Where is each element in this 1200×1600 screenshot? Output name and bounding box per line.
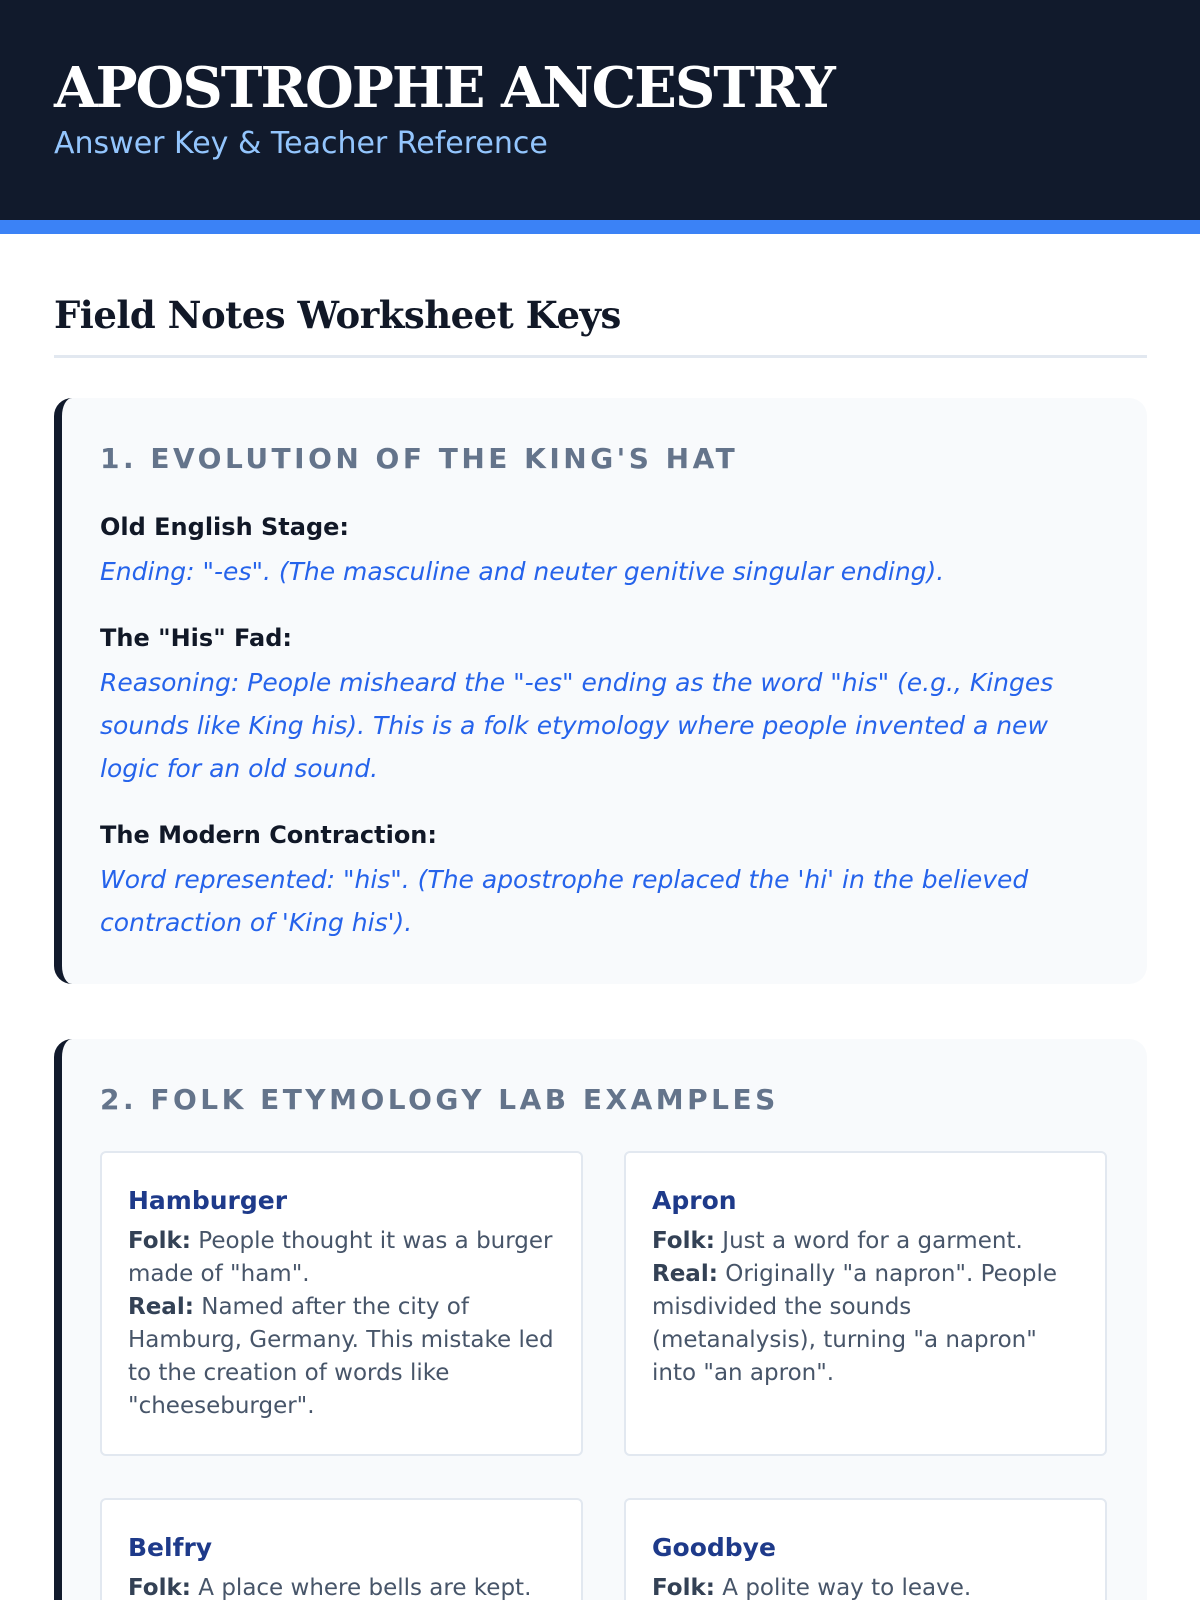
card-heading: 1. EVOLUTION OF THE KING'S HAT — [100, 442, 739, 475]
answer-text: Word represented: "his". (The apostrophe replaced the 'hi' in the believed contraction of 'King his'). — [100, 865, 1029, 937]
example-word: Hamburger — [128, 1186, 288, 1215]
folk-etymology-card — [54, 1039, 1147, 1600]
real-label: Real: — [652, 1261, 718, 1287]
question-label: The Modern Contraction: — [100, 821, 437, 849]
main-content — [0, 234, 1200, 1600]
document-title: APOSTROPHE ANCESTRY — [54, 55, 834, 121]
kings-hat-card — [54, 398, 1147, 984]
folk-text: Just a word for a garment. — [722, 1228, 1023, 1254]
document-subtitle: Answer Key & Teacher Reference — [54, 126, 548, 161]
folk-label: Folk: — [652, 1575, 715, 1600]
qa-item — [100, 619, 1107, 790]
folk-label: Folk: — [128, 1575, 191, 1600]
page-header — [0, 0, 1200, 234]
example-folk — [128, 1225, 555, 1291]
question-label: Old English Stage: — [100, 513, 350, 541]
example-word: Apron — [652, 1186, 737, 1215]
folk-label: Folk: — [652, 1228, 715, 1254]
example-folk — [128, 1572, 555, 1600]
question-label: The "His" Fad: — [100, 624, 293, 652]
lab-example-belfry — [100, 1498, 583, 1600]
real-text: Named after the city of Hamburg, Germany. This mistake led to the creation of words like "cheeseburger". — [128, 1294, 554, 1419]
lab-example-goodbye — [624, 1498, 1107, 1600]
qa-item — [100, 508, 1107, 593]
answer-text: Reasoning: People misheard the "-es" ending as the word "his" (e.g., Kinges sounds like King his). This is a folk etymology where people invented a new logic for an old sound. — [100, 668, 1054, 783]
folk-text: A polite way to leave. — [722, 1575, 972, 1600]
folk-text: People thought it was a burger made of "ham". — [128, 1228, 553, 1287]
lab-example-hamburger — [100, 1151, 583, 1456]
folk-text: A place where bells are kept. — [198, 1575, 532, 1600]
example-word: Belfry — [128, 1533, 213, 1562]
card-heading: 2. FOLK ETYMOLOGY LAB EXAMPLES — [100, 1083, 779, 1116]
section-divider — [54, 355, 1147, 358]
section-title: Field Notes Worksheet Keys — [54, 293, 621, 337]
real-text: Originally "a napron". People misdivided the sounds (metanalysis), turning "a napron" into "an apron". — [652, 1261, 1058, 1386]
folk-label: Folk: — [128, 1228, 191, 1254]
lab-example-apron — [624, 1151, 1107, 1456]
qa-item — [100, 816, 1107, 944]
example-folk — [652, 1225, 1079, 1258]
real-label: Real: — [128, 1294, 194, 1320]
example-real — [128, 1291, 555, 1423]
example-folk — [652, 1572, 1079, 1600]
example-real — [652, 1258, 1079, 1390]
example-word: Goodbye — [652, 1533, 776, 1562]
answer-text: Ending: "-es". (The masculine and neuter genitive singular ending). — [100, 557, 945, 586]
